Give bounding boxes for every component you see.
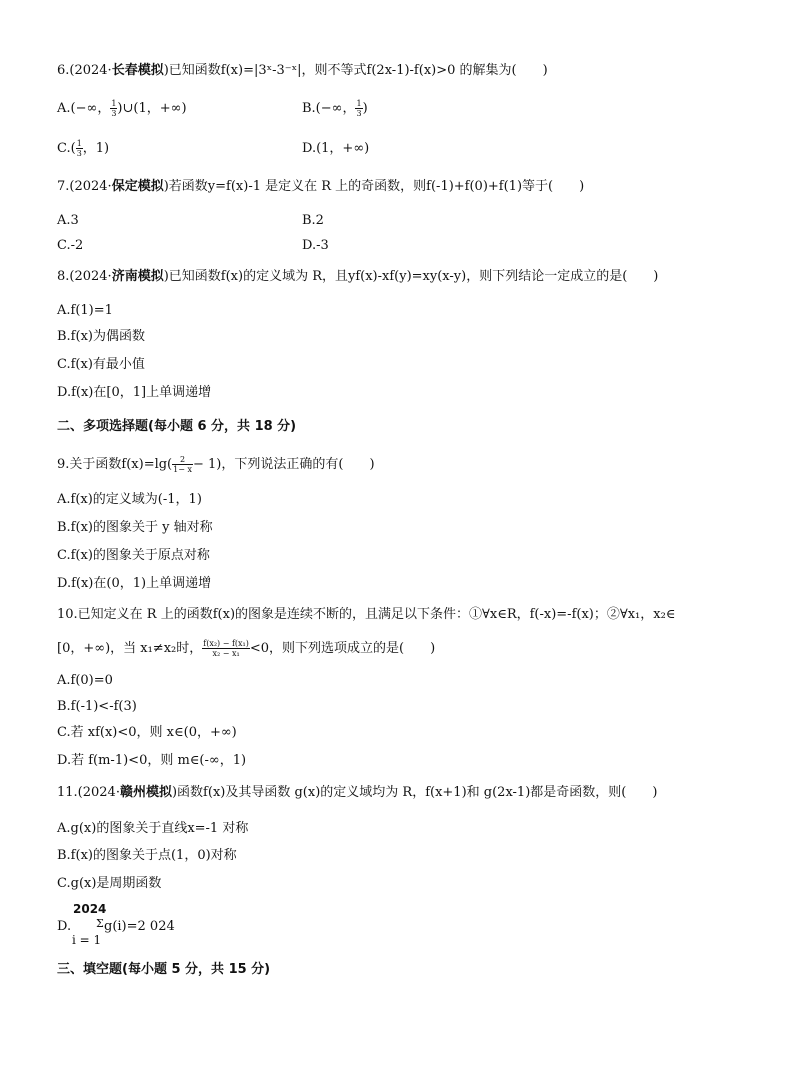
q10-option-a: A.f(0)=0 <box>57 673 113 688</box>
q6-b-num: 1 <box>356 99 362 108</box>
q6-b-post: ) <box>362 101 368 116</box>
q8-option-d: D.f(x)在[0，1]上单调递增 <box>57 385 212 400</box>
q10-frac-den: x₂ − x₁ <box>212 649 240 658</box>
q11-d-sum-upper: 2024 <box>73 902 107 916</box>
q7-option-b: B.2 <box>302 213 324 228</box>
q11-option-b: B.f(x)的图象关于点(1，0)对称 <box>57 848 237 863</box>
q11-stem-prefix: 11.(2024· <box>57 785 120 800</box>
q11-d-sum-symbol: Σ <box>96 917 104 930</box>
q8-stem-rest: )已知函数f(x)的定义域为 R，且yf(x)-xf(y)=xy(x-y)，则下列结论一定成立的是( ) <box>163 269 659 284</box>
q11-option-a: A.g(x)的图象关于直线x=-1 对称 <box>57 821 249 836</box>
q9-stem-post: − 1)，下列说法正确的有( ) <box>193 457 375 472</box>
q6-option-c <box>57 139 109 158</box>
q6-c-den: 3 <box>76 149 82 158</box>
q6-c-pre: C.( <box>57 141 76 156</box>
q6-stem-rest: )已知函数f(x)=|3ˣ-3⁻ˣ|，则不等式f(2x-1)-f(x)>0 的解集为( ) <box>163 63 548 78</box>
q8-option-c: C.f(x)有最小值 <box>57 357 145 372</box>
q8-source: 济南模拟 <box>111 269 164 284</box>
q9-option-b: B.f(x)的图象关于 y 轴对称 <box>57 520 213 535</box>
q7-stem <box>57 178 584 196</box>
q11-stem <box>57 784 657 802</box>
q6-c-fraction <box>76 139 83 158</box>
q7-option-c: C.-2 <box>57 238 84 253</box>
q6-a-den: 3 <box>111 109 117 118</box>
q6-option-d: D.(1，+∞) <box>302 141 370 156</box>
section-heading-fill-in: 三、填空题(每小题 5 分，共 15 分) <box>57 962 271 977</box>
q11-option-c: C.g(x)是周期函数 <box>57 876 162 891</box>
q6-b-den: 3 <box>356 109 362 118</box>
q7-option-d: D.-3 <box>302 238 329 253</box>
q10-line2-post: <0，则下列选项成立的是( ) <box>249 641 436 656</box>
q10-stem-line1: 10.已知定义在 R 上的函数f(x)的图象是连续不断的，且满足以下条件：①∀x∈R，f(-x)=-f(x)；②∀x₁，x₂∈ <box>57 607 676 622</box>
q6-a-num: 1 <box>111 99 117 108</box>
q6-option-b <box>302 99 368 118</box>
q10-fraction <box>202 639 250 658</box>
q9-option-a: A.f(x)的定义域为(-1，1) <box>57 492 202 507</box>
q9-stem <box>57 455 375 474</box>
q9-frac-num: 2 <box>172 455 193 465</box>
q8-stem <box>57 268 658 286</box>
q8-option-a: A.f(1)=1 <box>57 303 113 318</box>
q10-line2-pre: [0，+∞)，当 x₁≠x₂时， <box>57 641 203 656</box>
q7-stem-rest: )若函数y=f(x)-1 是定义在 R 上的奇函数，则f(-1)+f(0)+f(1)等于( ) <box>163 179 585 194</box>
q10-option-c: C.若 xf(x)<0，则 x∈(0，+∞) <box>57 725 237 740</box>
q10-option-b: B.f(-1)<-f(3) <box>57 699 137 714</box>
q6-source: 长春模拟 <box>111 63 164 78</box>
q6-a-pre: A.(−∞， <box>57 101 111 116</box>
q11-d-prefix: D. <box>57 919 72 934</box>
q6-stem <box>57 62 548 80</box>
q6-c-post: ，1) <box>82 141 110 156</box>
q6-a-post: )∪(1，+∞) <box>117 101 187 116</box>
q7-option-a: A.3 <box>57 213 79 228</box>
q8-stem-prefix: 8.(2024· <box>57 269 112 284</box>
q9-frac-den: 1− x <box>173 465 192 474</box>
q6-c-num: 1 <box>76 139 82 148</box>
q6-b-fraction <box>355 99 362 118</box>
q11-d-body: g(i)=2 024 <box>104 919 175 934</box>
q9-option-c: C.f(x)的图象关于原点对称 <box>57 548 210 563</box>
q10-stem-line2 <box>57 639 435 658</box>
section-heading-multiple-choice: 二、多项选择题(每小题 6 分，共 18 分) <box>57 419 297 434</box>
q9-fraction <box>172 455 193 474</box>
q6-option-a <box>57 99 187 118</box>
q6-b-pre: B.(−∞， <box>302 101 356 116</box>
q11-d-sum-lower: i = 1 <box>72 933 102 947</box>
q11-source: 赣州模拟 <box>119 785 172 800</box>
q9-stem-pre: 9.关于函数f(x)=lg( <box>57 457 173 472</box>
q9-option-d: D.f(x)在(0，1)上单调递增 <box>57 576 212 591</box>
q10-option-d: D.若 f(m-1)<0，则 m∈(-∞，1) <box>57 753 247 768</box>
q10-frac-num: f(x₂) − f(x₁) <box>203 639 249 648</box>
q6-stem-prefix: 6.(2024· <box>57 63 112 78</box>
q11-stem-rest: )函数f(x)及其导函数 g(x)的定义域均为 R，f(x+1)和 g(2x-1)都是奇函数，则( ) <box>171 785 658 800</box>
q7-source: 保定模拟 <box>111 179 164 194</box>
q8-option-b: B.f(x)为偶函数 <box>57 329 145 344</box>
q7-stem-prefix: 7.(2024· <box>57 179 112 194</box>
